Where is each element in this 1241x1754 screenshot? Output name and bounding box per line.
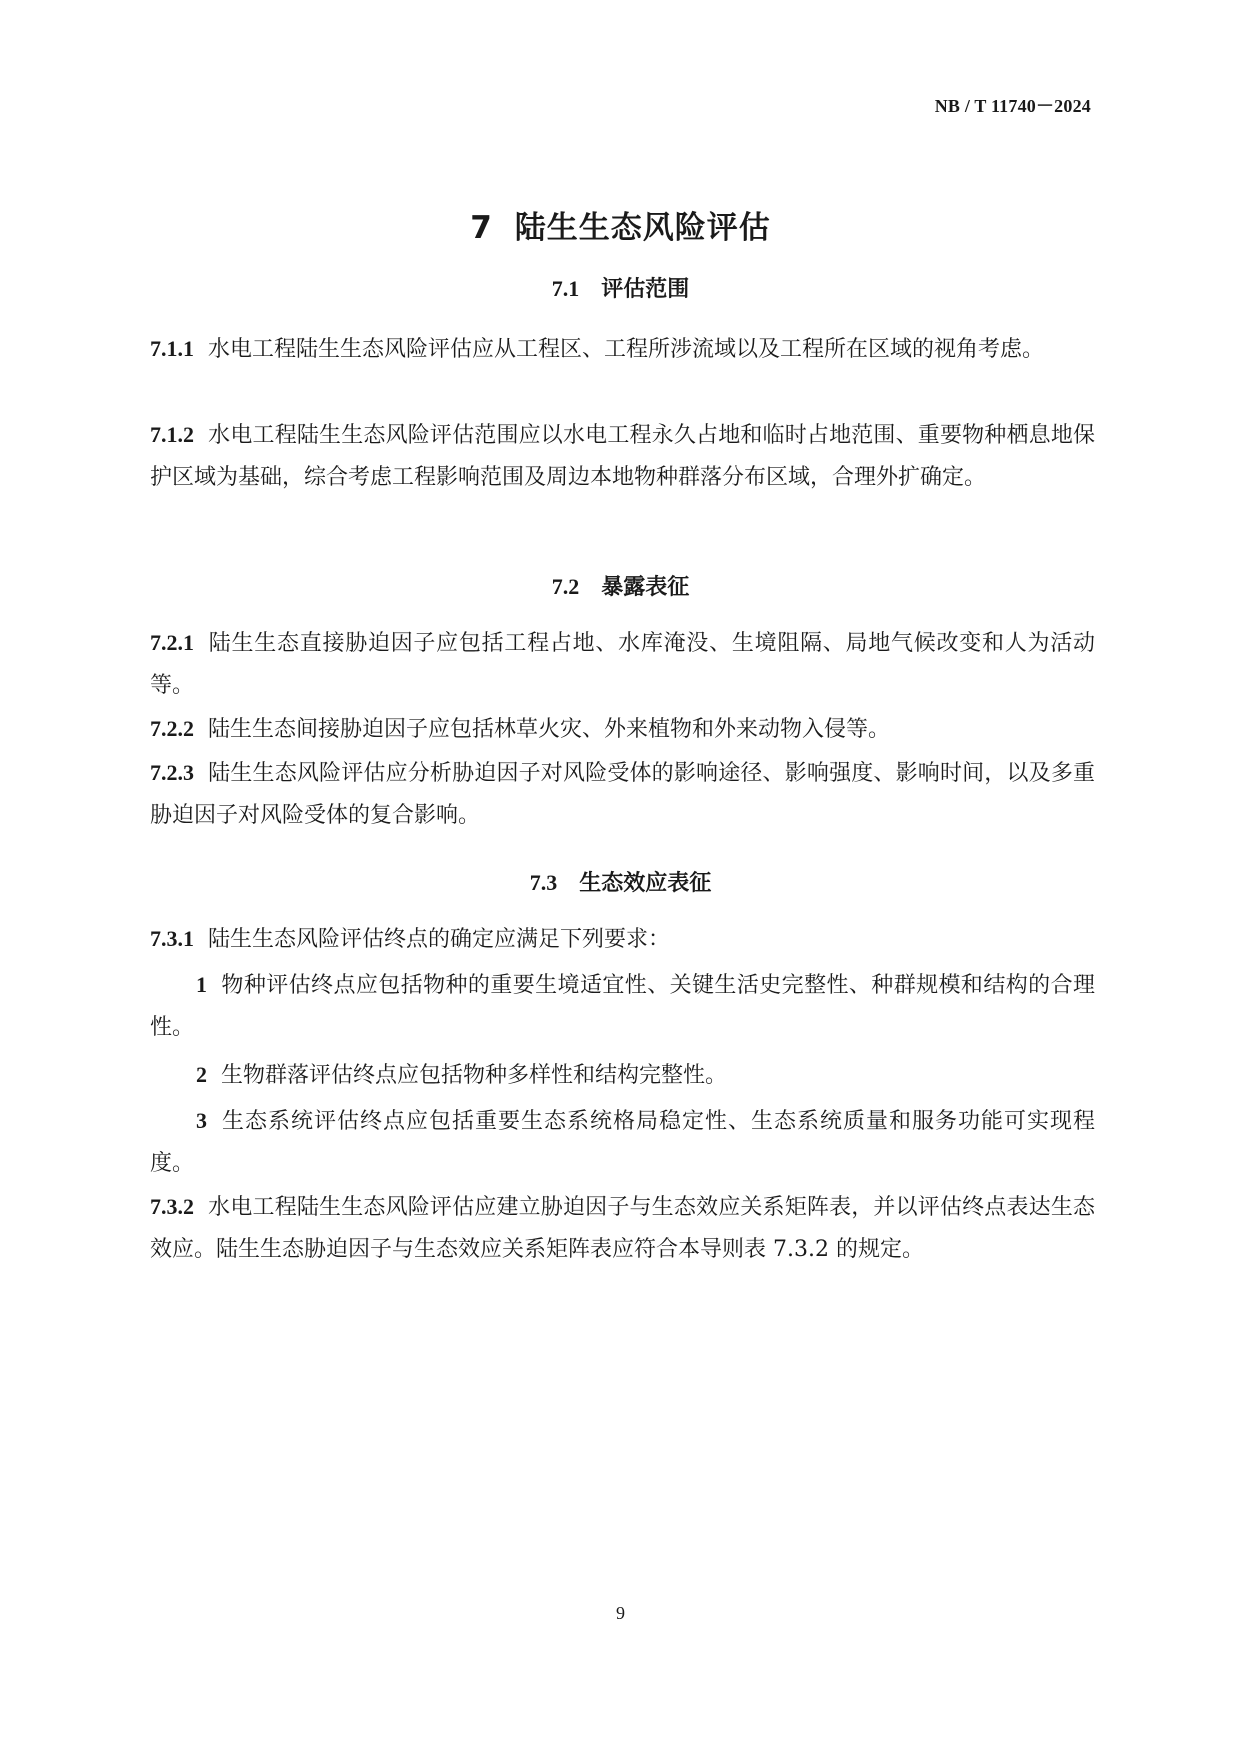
chapter-number: 7	[470, 210, 493, 246]
clause-text: 陆生生态风险评估应分析胁迫因子对风险受体的影响途径、影响强度、影响时间，以及多重胁迫因子对风险受体的复合影响。	[150, 761, 1095, 828]
section-number: 7.3	[529, 870, 558, 895]
clause-number: 7.3.1	[150, 926, 194, 951]
page-number: 9	[616, 1603, 625, 1623]
clause-7-2-1	[150, 622, 1095, 707]
list-item-text: 生物群落评估终点应包括物种多样性和结构完整性。	[221, 1063, 728, 1088]
clause-number: 7.2.3	[150, 760, 194, 785]
section-title-text: 评估范围	[601, 277, 690, 302]
clause-number: 7.3.2	[150, 1194, 194, 1219]
clause-text: 陆生生态直接胁迫因子应包括工程占地、水库淹没、生境阻隔、局地气候改变和人为活动等。	[150, 631, 1095, 698]
clause-number: 7.1.1	[150, 336, 194, 361]
section-number: 7.2	[551, 574, 580, 599]
chapter-title	[0, 202, 1241, 247]
list-item-number: 2	[196, 1062, 207, 1087]
list-item-2	[150, 1054, 1095, 1097]
list-item-1	[150, 964, 1095, 1049]
clause-text: 水电工程陆生生态风险评估应建立胁迫因子与生态效应关系矩阵表，并以评估终点表达生态效应。陆生生态胁迫因子与生态效应关系矩阵表应符合本导则表 7.3.2 的规定。	[150, 1195, 1095, 1262]
clause-number: 7.1.2	[150, 422, 194, 447]
list-item-3	[150, 1100, 1095, 1185]
clause-number: 7.2.2	[150, 716, 194, 741]
clause-7-3-1	[150, 918, 1095, 961]
section-title-text: 暴露表征	[601, 575, 690, 600]
clause-7-2-3	[150, 752, 1095, 837]
section-title-7-2	[0, 570, 1241, 601]
chapter-title-text: 陆生生态风险评估	[514, 210, 771, 246]
section-title-7-3	[0, 866, 1241, 897]
clause-text: 陆生生态间接胁迫因子应包括林草火灾、外来植物和外来动物入侵等。	[208, 717, 891, 742]
clause-text: 水电工程陆生生态风险评估应从工程区、工程所涉流域以及工程所在区域的视角考虑。	[208, 337, 1045, 362]
clause-7-1-1	[150, 328, 1095, 371]
list-item-number: 3	[196, 1108, 207, 1133]
section-title-text: 生态效应表征	[579, 871, 712, 896]
clause-7-2-2	[150, 708, 1095, 751]
clause-text: 陆生生态风险评估终点的确定应满足下列要求：	[208, 927, 671, 952]
clause-7-3-2	[150, 1186, 1095, 1271]
list-item-text: 生态系统评估终点应包括重要生态系统格局稳定性、生态系统质量和服务功能可实现程度。	[150, 1109, 1095, 1176]
clause-number: 7.2.1	[150, 630, 194, 655]
list-item-text: 物种评估终点应包括物种的重要生境适宜性、关键生活史完整性、种群规模和结构的合理性。	[150, 973, 1095, 1040]
clause-7-1-2	[150, 414, 1095, 499]
section-title-7-1	[0, 272, 1241, 303]
list-item-number: 1	[196, 972, 207, 997]
clause-text: 水电工程陆生生态风险评估范围应以水电工程永久占地和临时占地范围、重要物种栖息地保护区域为基础，综合考虑工程影响范围及周边本地物种群落分布区域，合理外扩确定。	[150, 423, 1095, 490]
document-code: NB / T 11740－2024	[934, 96, 1091, 116]
section-number: 7.1	[551, 276, 580, 301]
